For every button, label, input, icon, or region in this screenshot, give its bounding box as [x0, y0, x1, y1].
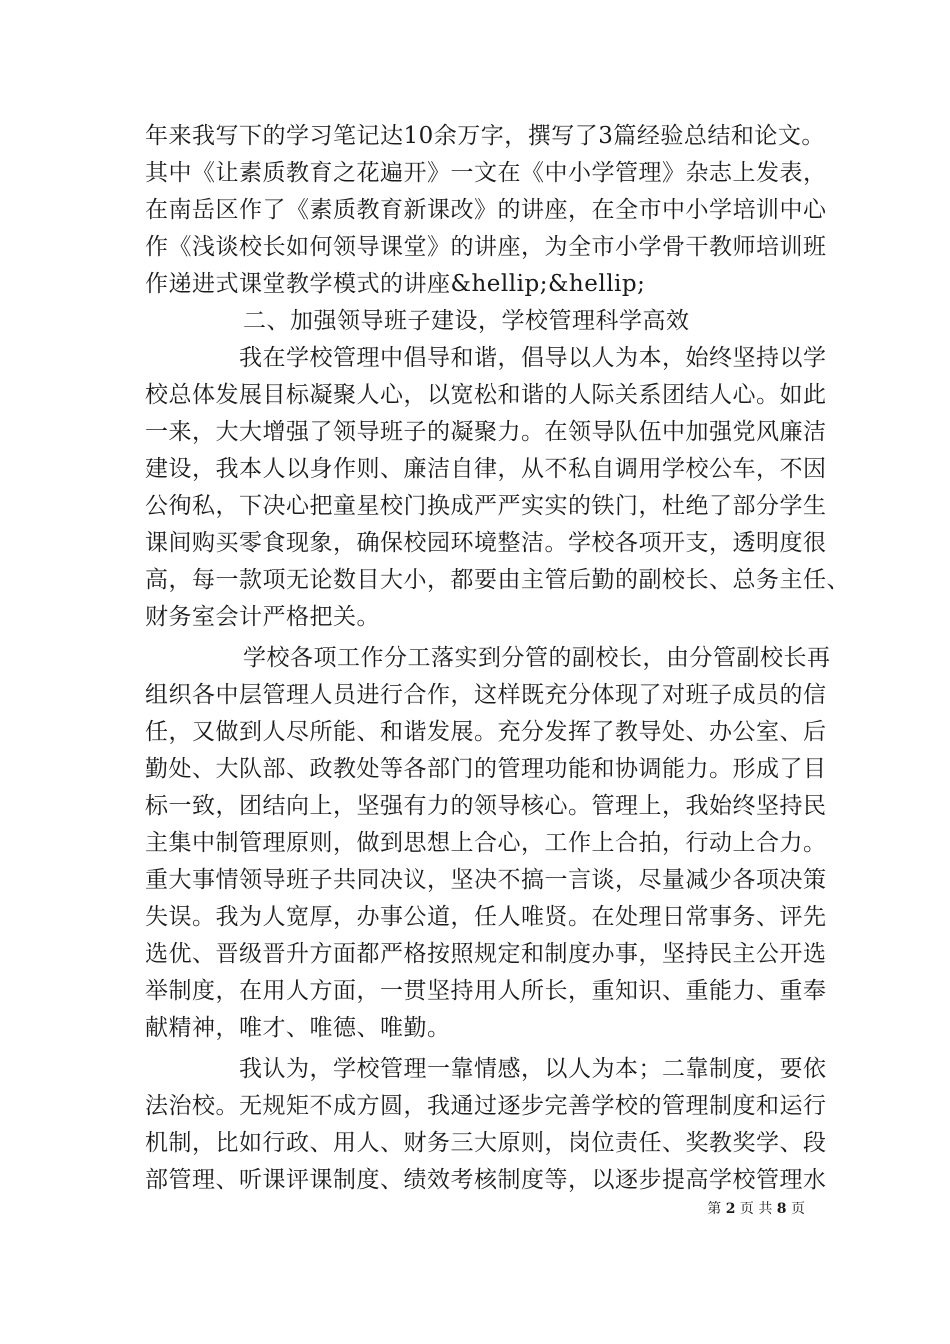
- text-line: 一来，大大增强了领导班子的凝聚力。在领导队伍中加强党风廉洁: [145, 419, 827, 445]
- text-line: 机制，比如行政、用人、财务三大原则，岗位责任、奖教奖学、段: [145, 1130, 827, 1156]
- text-line: 课间购买零食现象，确保校园环境整洁。学校各项开支，透明度很: [145, 530, 827, 556]
- footer-suffix: 页: [791, 1201, 805, 1217]
- footer-middle: 页 共: [739, 1201, 773, 1217]
- text-line: 财务室会计严格把关。: [145, 604, 380, 630]
- text-line: 作递进式课堂教学模式的讲座&hellip;&hellip;: [145, 271, 646, 297]
- text-line: 选优、晋级晋升方面都严格按照规定和制度办事，坚持民主公开选: [145, 941, 827, 967]
- text-line: 在南岳区作了《素质教育新课改》的讲座，在全市中小学培训中心: [145, 197, 827, 223]
- text-line: 校总体发展目标凝聚人心，以宽松和谐的人际关系团结人心。如此: [145, 382, 827, 408]
- paragraph-start: 学校各项工作分工落实到分管的副校长，由分管副校长再: [243, 645, 831, 671]
- text-line: 组织各中层管理人员进行合作，这样既充分体现了对班子成员的信: [145, 682, 827, 708]
- section-heading: 二、加强领导班子建设，学校管理科学高效: [243, 308, 690, 334]
- text-line: 主集中制管理原则，做到思想上合心，工作上合拍，行动上合力。: [145, 830, 827, 856]
- text-line: 年来我写下的学习笔记达10余万字，撰写了3篇经验总结和论文。: [145, 123, 825, 149]
- text-line: 建设，我本人以身作则、廉洁自律，从不私自调用学校公车，不因: [145, 456, 827, 482]
- page-footer: [707, 1200, 805, 1218]
- text-line: 举制度，在用人方面，一贯坚持用人所长，重知识、重能力、重奉: [145, 978, 827, 1004]
- text-line: 作《浅谈校长如何领导课堂》的讲座，为全市小学骨干教师培训班: [145, 234, 827, 260]
- text-line: 高，每一款项无论数目大小，都要由主管后勤的副校长、总务主任、: [145, 567, 850, 593]
- text-line: 勤处、大队部、政教处等各部门的管理功能和协调能力。形成了目: [145, 756, 827, 782]
- paragraph-start: 我在学校管理中倡导和谐，倡导以人为本，始终坚持以学: [239, 345, 827, 371]
- text-line: 失误。我为人宽厚，办事公道，任人唯贤。在处理日常事务、评先: [145, 904, 827, 930]
- text-line: 公徇私，下决心把童星校门换成严严实实的铁门，杜绝了部分学生: [145, 493, 827, 519]
- text-line: 献精神，唯才、唯德、唯勤。: [145, 1015, 451, 1041]
- text-line: 重大事情领导班子共同决议，坚决不搞一言谈，尽量减少各项决策: [145, 867, 827, 893]
- text-line: 标一致，团结向上，坚强有力的领导核心。管理上，我始终坚持民: [145, 793, 827, 819]
- footer-page-number: 2: [725, 1201, 736, 1217]
- text-line: 其中《让素质教育之花遍开》一文在《中小学管理》杂志上发表，: [145, 160, 827, 186]
- paragraph-start: 我认为，学校管理一靠情感，以人为本；二靠制度，要依: [239, 1056, 827, 1082]
- text-line: 法治校。无规矩不成方圆，我通过逐步完善学校的管理制度和运行: [145, 1093, 827, 1119]
- footer-total-pages: 8: [776, 1201, 787, 1217]
- text-line: 部管理、听课评课制度、绩效考核制度等，以逐步提高学校管理水: [145, 1167, 827, 1193]
- footer-prefix: 第: [707, 1201, 722, 1217]
- text-line: 任，又做到人尽所能、和谐发展。充分发挥了教导处、办公室、后: [145, 719, 827, 745]
